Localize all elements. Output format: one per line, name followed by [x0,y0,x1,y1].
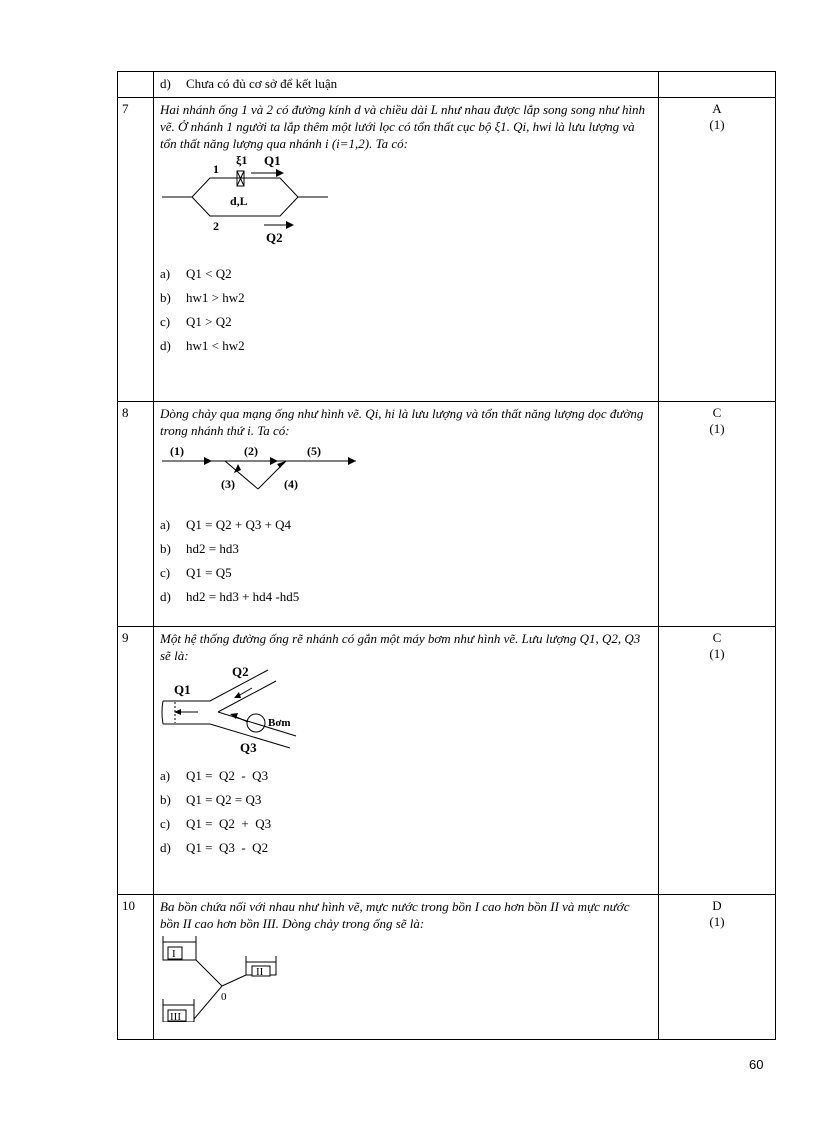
answer-cell [659,895,776,1040]
pipe-3-label: (3) [221,477,235,491]
q2-label: Q2 [232,664,249,679]
three-tanks-figure [160,932,290,1022]
question-text: Hai nhánh ống 1 và 2 có đường kính d và chiều dài L như nhau được lắp song song như hình vẽ. Ở nhánh 1 người ta lắp thêm một lưới lọc có tổn thất cục bộ ξ1. Qi, hwi là lưu lượng và tổn thất năng lượng qua nhánh i (i=1,2). Ta có: [160,102,646,151]
answer-cell [659,402,776,627]
option-letter: b) [160,792,171,807]
option-text: Q1 = Q3 - Q2 [186,840,269,855]
option-letter: a) [160,266,171,281]
option-text: Q1 = Q2 - Q3 [186,768,269,783]
branch-1-label: 1 [213,162,219,176]
option-letter: d) [160,76,171,91]
q1-label: Q1 [174,682,191,697]
question-cell [154,98,659,402]
answer-cell [659,72,776,98]
option-text: hw1 > hw2 [186,290,245,305]
xi-label: ξ1 [236,153,248,167]
tank-2-label: II [256,966,264,978]
pipe-5-label: (5) [307,444,321,458]
question-number: 10 [118,895,154,1040]
q2-label: Q2 [266,230,283,245]
answer-key: C [712,630,722,645]
parallel-pipes-figure [160,152,330,262]
table-row [118,98,776,402]
option-letter: a) [160,517,171,532]
option-letter: c) [160,565,171,580]
option-letter: d) [160,338,171,353]
option-text: hd2 = hd3 + hd4 -hd5 [186,589,300,604]
option-text: Q1 > Q2 [186,314,232,329]
question-number [118,72,154,98]
page-number: 60 [749,1057,764,1072]
answer-key: D [712,898,722,913]
option-text: Q1 = Q2 + Q3 [186,816,272,831]
option-text: Q1 = Q5 [186,565,232,580]
q1-label: Q1 [264,153,281,168]
question-text: Một hệ thống đường ống rẽ nhánh có gắn một máy bơm như hình vẽ. Lưu lượng Q1, Q2, Q3 sẽ là: [160,631,641,663]
question-number: 7 [118,98,154,402]
option-letter: d) [160,589,171,604]
pump-label: Bơm [268,717,291,729]
answer-points: (1) [709,646,725,661]
question-text: Dòng chảy qua mạng ống như hình vẽ. Qi, hi là lưu lượng và tổn thất năng lượng dọc đường trong nhánh thứ i. Ta có: [160,406,644,438]
pipe-network-figure [160,439,370,513]
table-row [118,895,776,1040]
question-cell [154,72,659,98]
question-cell [154,895,659,1040]
option-text: hw1 < hw2 [186,338,245,353]
option-letter: a) [160,768,171,783]
question-cell [154,402,659,627]
pipe-4-label: (4) [284,477,298,491]
answer-cell [659,98,776,402]
q3-label: Q3 [240,740,257,755]
branched-pump-figure [160,664,320,764]
answer-cell [659,627,776,895]
question-number: 9 [118,627,154,895]
option-letter: c) [160,816,171,831]
question-number: 8 [118,402,154,627]
table-row [118,627,776,895]
answer-points: (1) [709,421,725,436]
option-letter: b) [160,541,171,556]
junction-label: 0 [221,991,227,1003]
pipe-1-label: (1) [170,444,184,458]
option-letter: d) [160,840,171,855]
question-table [117,71,776,1040]
answer-points: (1) [709,914,725,929]
table-row [118,402,776,627]
tank-1-label: I [172,948,176,960]
question-cell [154,627,659,895]
option-letter: b) [160,290,171,305]
answer-key: A [712,101,722,116]
table-row [118,72,776,98]
branch-2-label: 2 [213,219,219,233]
option-text: Q1 = Q2 + Q3 + Q4 [186,517,292,532]
question-text: Ba bồn chứa nối với nhau như hình vẽ, mực nước trong bồn I cao hơn bồn II và mực nước bồn II cao hơn bồn III. Dòng chảy trong ống sẽ là: [160,899,630,931]
answer-points: (1) [709,117,725,132]
option-text: Q1 < Q2 [186,266,232,281]
pipe-2-label: (2) [244,444,258,458]
option-letter: c) [160,314,171,329]
option-text: Q1 = Q2 = Q3 [186,792,262,807]
option-text: hd2 = hd3 [186,541,239,556]
option-text: Chưa có đủ cơ sở để kết luận [186,76,338,91]
answer-key: C [712,405,722,420]
tank-3-label: III [170,1011,181,1022]
dl-label: d,L [230,194,248,208]
